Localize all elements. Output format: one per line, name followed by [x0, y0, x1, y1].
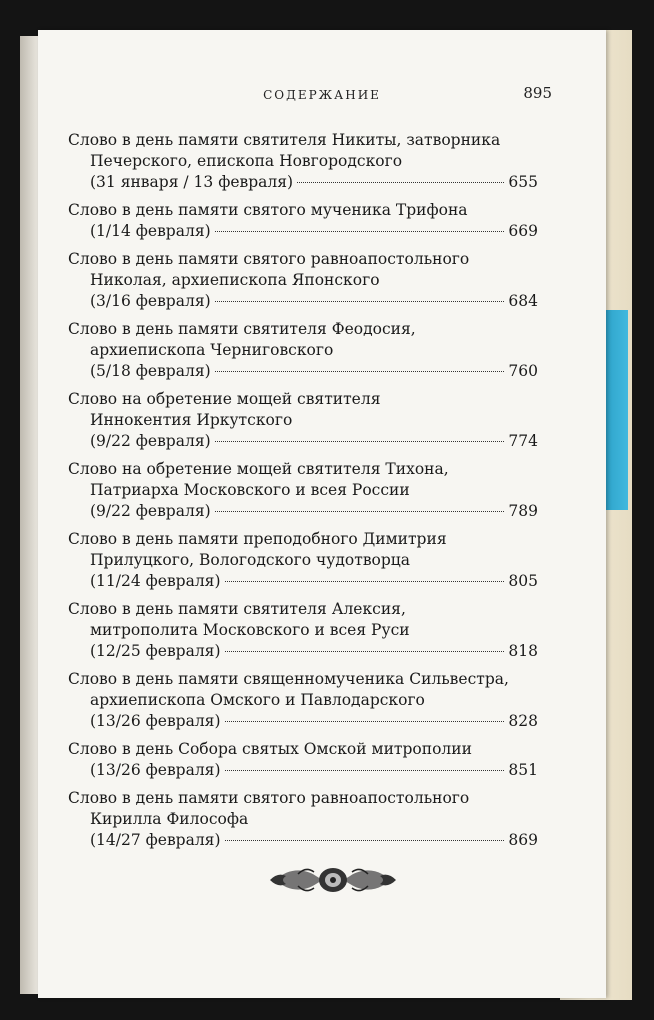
toc-entry-title-line: Слово в день памяти священномученика Сильвестра,	[68, 670, 509, 688]
book-page	[38, 30, 606, 998]
toc-entry-page: 655	[508, 173, 538, 191]
page-number: 895	[523, 84, 552, 102]
toc-entry-last-line	[68, 172, 538, 193]
toc-entry-page: 760	[508, 362, 538, 380]
dot-leader	[215, 511, 505, 512]
toc-entry	[68, 319, 538, 382]
toc-entry-title-line: Слово в день памяти святого равноапостольного	[68, 789, 470, 807]
toc-entry-title-line: Слово на обретение мощей святителя Тихона,	[68, 460, 449, 478]
dot-leader	[225, 770, 505, 771]
running-header	[38, 82, 606, 106]
toc-entry-last-line	[68, 571, 538, 592]
toc-entry-title-line: Николая, архиепископа Японского	[90, 271, 380, 289]
toc-entry-page: 851	[508, 761, 538, 779]
toc-entry-title-line: Печерского, епископа Новгородского	[90, 152, 403, 170]
toc-entry-date: (11/24 февраля)	[90, 572, 221, 590]
toc-entry-date: (14/27 февраля)	[90, 831, 221, 849]
toc-entry-date: (9/22 февраля)	[90, 432, 211, 450]
toc-entry-title-line: Слово в день Собора святых Омской митрополии	[68, 740, 472, 758]
toc-entry	[68, 130, 538, 193]
toc-entry-title-line: Слово в день памяти святителя Феодосия,	[68, 320, 416, 338]
dot-leader	[215, 441, 505, 442]
toc-entry	[68, 788, 538, 851]
toc-entry	[68, 200, 538, 242]
toc-entry-title-line: Слово на обретение мощей святителя	[68, 390, 381, 408]
page-title: СОДЕРЖАНИЕ	[263, 88, 381, 102]
toc-entry-last-line	[68, 711, 538, 732]
toc-entry-last-line	[68, 830, 538, 851]
toc-entry-page: 789	[508, 502, 538, 520]
toc-entry-title-line: Слово в день памяти святого равноапостольного	[68, 250, 470, 268]
toc-entry-last-line	[68, 501, 538, 522]
dot-leader	[225, 721, 505, 722]
toc-entry-page: 818	[508, 642, 538, 660]
toc-entry-date: (9/22 февраля)	[90, 502, 211, 520]
toc-entry-last-line	[68, 760, 538, 781]
toc-entry-title-line: архиепископа Черниговского	[90, 341, 334, 359]
toc-entry-last-line	[68, 641, 538, 662]
dot-leader	[297, 182, 504, 183]
toc-entry-title-line: Слово в день памяти святого мученика Трифона	[68, 201, 468, 219]
toc-entry-last-line	[68, 291, 538, 312]
toc-entry-date: (13/26 февраля)	[90, 712, 221, 730]
toc-entry-title-line: Патриарха Московского и всея России	[90, 481, 410, 499]
table-of-contents	[68, 130, 538, 858]
toc-entry-last-line	[68, 221, 538, 242]
toc-entry-last-line	[68, 431, 538, 452]
dot-leader	[215, 231, 505, 232]
dot-leader	[225, 651, 505, 652]
toc-entry-date: (1/14 февраля)	[90, 222, 211, 240]
toc-entry-page: 774	[508, 432, 538, 450]
toc-entry-page: 805	[508, 572, 538, 590]
toc-entry	[68, 739, 538, 781]
toc-entry	[68, 599, 538, 662]
toc-entry-title-line: Слово в день памяти преподобного Димитрия	[68, 530, 447, 548]
toc-entry-title-line: Слово в день памяти святителя Никиты, затворника	[68, 131, 501, 149]
toc-entry	[68, 669, 538, 732]
toc-entry-date: (13/26 февраля)	[90, 761, 221, 779]
toc-entry-page: 828	[508, 712, 538, 730]
dot-leader	[225, 581, 505, 582]
toc-entry-page: 684	[508, 292, 538, 310]
toc-entry-page: 869	[508, 831, 538, 849]
dot-leader	[215, 371, 505, 372]
toc-entry	[68, 389, 538, 452]
toc-entry-title-line: Прилуцкого, Вологодского чудотворца	[90, 551, 411, 569]
toc-entry	[68, 249, 538, 312]
toc-entry-date: (12/25 февраля)	[90, 642, 221, 660]
toc-entry	[68, 529, 538, 592]
page-stack-edge	[20, 36, 38, 994]
dot-leader	[225, 840, 505, 841]
toc-entry-title-line: Слово в день памяти святителя Алексия,	[68, 600, 406, 618]
floral-ornament-icon	[268, 862, 398, 898]
toc-entry-title-line: Кирилла Философа	[90, 810, 249, 828]
toc-entry-date: (5/18 февраля)	[90, 362, 211, 380]
toc-entry-title-line: митрополита Московского и всея Руси	[90, 621, 410, 639]
toc-entry-title-line: Иннокентия Иркутского	[90, 411, 293, 429]
toc-entry-date: (31 января / 13 февраля)	[90, 173, 294, 191]
toc-entry-last-line	[68, 361, 538, 382]
toc-entry-page: 669	[508, 222, 538, 240]
dot-leader	[215, 301, 505, 302]
toc-entry	[68, 459, 538, 522]
toc-entry-date: (3/16 февраля)	[90, 292, 211, 310]
toc-entry-title-line: архиепископа Омского и Павлодарского	[90, 691, 425, 709]
